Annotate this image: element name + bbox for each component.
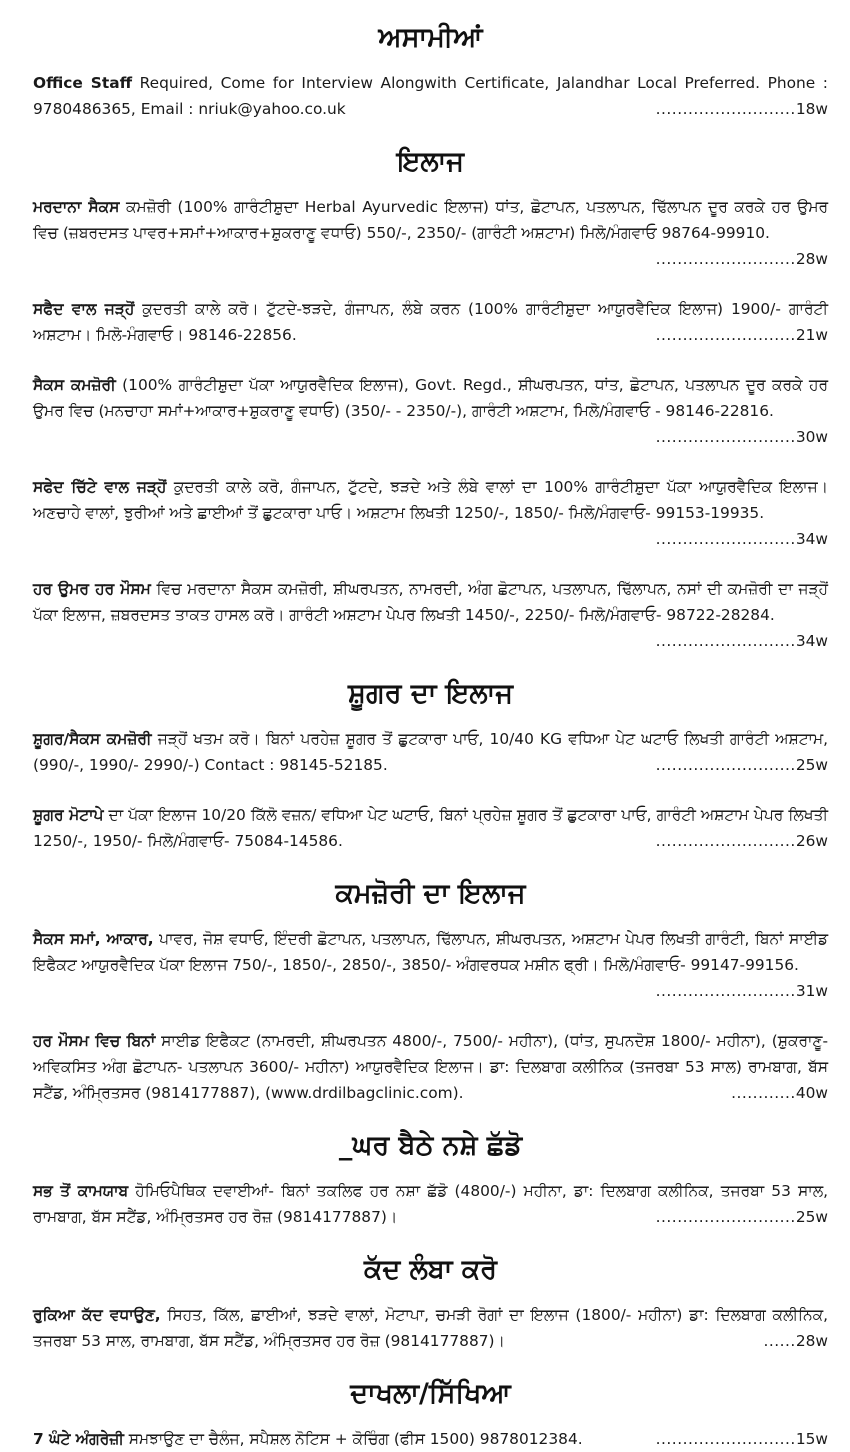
classified-section xyxy=(33,678,828,854)
ad-leader-dots: .......................... xyxy=(655,1430,796,1448)
classified-ad xyxy=(33,1426,828,1452)
classified-ad xyxy=(33,802,828,854)
ad-lead-text: ਮਰਦਾਨਾ ਸੈਕਸ xyxy=(33,198,120,216)
classified-section xyxy=(33,1130,828,1230)
ad-code xyxy=(656,526,828,552)
ad-lead-text: ਹਰ ਮੌਸਮ ਵਿਚ ਬਿਨਾਂ xyxy=(33,1032,156,1050)
ad-code xyxy=(656,1204,828,1230)
ad-body-text: ਦਾ ਪੱਕਾ ਇਲਾਜ 10/20 ਕਿੱਲੋ ਵਜ਼ਨ/ ਵਧਿਆ ਪੇਟ ਘਟਾਓ, ਬਿਨਾਂ ਪ੍ਰਹੇਜ਼ ਸ਼ੂਗਰ ਤੋਂ ਛੁਟਕਾਰਾ ਪਾਓ, ਗਾਰੰਟੀ ਅਸ਼ਟਾਮ ਪੇਪਰ ਲਿਖਤੀ 1250/-, 1950/- ਮਿਲੋ/ਮੰਗਵਾਓ- 75084-14586. xyxy=(33,806,829,850)
ad-leader-dots: .......................... xyxy=(655,756,796,774)
classified-ad xyxy=(33,70,828,122)
ad-body-text: ਵਿਚ ਮਰਦਾਨਾ ਸੈਕਸ ਕਮਜ਼ੋਰੀ, ਸ਼ੀਘਰਪਤਨ, ਨਾਮਰਦੀ, ਅੰਗ ਛੋਟਾਪਨ, ਪਤਲਾਪਨ, ਢਿੱਲਾਪਨ, ਨਸਾਂ ਦੀ ਕਮਜ਼ੋਰੀ ਦਾ ਜੜ੍ਹੋਂ ਪੱਕਾ ਇਲਾਜ, ਜ਼ਬਰਦਸਤ ਤਾਕਤ ਹਾਸਲ ਕਰੋ। ਗਾਰੰਟੀ ਅਸ਼ਟਾਮ ਪੇਪਰ ਲਿਖਤੀ 1450/-, 2250/- ਮਿਲੋ/ਮੰਗਵਾਓ- 98722-28284. xyxy=(33,580,828,624)
ad-leader-dots: .......................... xyxy=(655,832,796,850)
section-heading: ਸ਼ੂਗਰ ਦਾ ਇਲਾਜ xyxy=(348,678,513,709)
ad-leader-dots: ...... xyxy=(763,1332,796,1350)
ad-body-text: ਕਮਜ਼ੋਰੀ (100% ਗਾਰੰਟੀਸ਼ੁਦਾ Herbal Ayurvedic ਇਲਾਜ) ਧਾਂਤ, ਛੋਟਾਪਨ, ਪਤਲਾਪਨ, ਢਿੱਲਾਪਨ ਦੂਰ ਕਰਕੇ ਹਰ ਉਮਰ ਵਿਚ (ਜ਼ਬਰਦਸਤ ਪਾਵਰ+ਸਮਾਂ+ਆਕਾਰ+ਸ਼ੁਕਰਾਣੂ ਵਧਾਓ) 550/-, 2350/- (ਗਾਰੰਟੀ ਅਸ਼ਟਾਮ) ਮਿਲੋ/ਮੰਗਵਾਓ 98764-99910. xyxy=(33,198,828,242)
ad-code xyxy=(656,752,828,778)
ad-code xyxy=(731,1080,828,1106)
classified-ad xyxy=(33,474,828,552)
ad-body-text: ਕੁਦਰਤੀ ਕਾਲੇ ਕਰੋ। ਟੁੱਟਦੇ-ਝੜਦੇ, ਗੰਜਾਪਨ, ਲੰਬੇ ਕਰਨ (100% ਗਾਰੰਟੀਸ਼ੁਦਾ ਆਯੁਰਵੈਦਿਕ ਇਲਾਜ) 1900/- ਗਾਰੰਟੀ ਅਸ਼ਟਾਮ। ਮਿਲੋ-ਮੰਗਵਾਓ। 98146-22856. xyxy=(33,300,828,344)
classified-ad xyxy=(33,576,828,654)
ad-code-number: 21w xyxy=(795,326,828,344)
classified-section xyxy=(33,22,828,122)
ad-body-text: ਸਾਈਡ ਇਫੈਕਟ (ਨਾਮਰਦੀ, ਸ਼ੀਘਰਪਤਨ 4800/-, 7500/- ਮਹੀਨਾ), (ਧਾਂਤ, ਸੁਪਨਦੋਸ਼ 1800/- ਮਹੀਨਾ), (ਸ਼ੁਕਰਾਣੂ-ਅਵਿਕਸਿਤ ਅੰਗ ਛੋਟਾਪਨ- ਪਤਲਾਪਨ 3600/- ਮਹੀਨਾ) ਆਯੁਰਵੈਦਿਕ ਇਲਾਜ। ਡਾ: ਦਿਲਬਾਗ ਕਲੀਨਿਕ (ਤਜਰਬਾ 53 ਸਾਲ) ਰਾਮਬਾਗ, ਬੱਸ ਸਟੈਂਡ, ਅੰਮ੍ਰਿਤਸਰ (9814177887), (www.drdilbagclinic.com). xyxy=(33,1032,828,1102)
ad-code xyxy=(656,246,828,272)
classified-ad xyxy=(33,1178,828,1230)
ad-leader-dots: .......................... xyxy=(655,530,796,548)
ad-code-number: 25w xyxy=(795,1208,828,1226)
ad-lead-text: ਸਭ ਤੋਂ ਕਾਮਯਾਬ xyxy=(33,1182,129,1200)
ad-code xyxy=(656,978,828,1004)
ad-body-text: ਸਿਹਤ, ਕਿੱਲ, ਛਾਈਆਂ, ਝੜਦੇ ਵਾਲਾਂ, ਮੋਟਾਪਾ, ਚਮੜੀ ਰੋਗਾਂ ਦਾ ਇਲਾਜ (1800/- ਮਹੀਨਾ) ਡਾ: ਦਿਲਬਾਗ ਕਲੀਨਿਕ, ਤਜਰਬਾ 53 ਸਾਲ, ਰਾਮਬਾਗ, ਬੱਸ ਸਟੈਂਡ, ਅੰਮ੍ਰਿਤਸਰ ਹਰ ਰੋਜ਼ (9814177887)। xyxy=(33,1306,828,1350)
ad-lead-text: 7 ਘੰਟੇ ਅੰਗਰੇਜ਼ੀ xyxy=(33,1430,124,1448)
ad-lead-text: ਸੈਕਸ ਸਮਾਂ, ਆਕਾਰ, xyxy=(33,930,154,948)
ad-body-text: (100% ਗਾਰੰਟੀਸ਼ੁਦਾ ਪੱਕਾ ਆਯੁਰਵੈਦਿਕ ਇਲਾਜ), Govt. Regd., ਸ਼ੀਘਰਪਤਨ, ਧਾਂਤ, ਛੋਟਾਪਨ, ਪਤਲਾਪਨ ਦੂਰ ਕਰਕੇ ਹਰ ਉਮਰ ਵਿਚ (ਮਨਚਾਹਾ ਸਮਾਂ+ਆਕਾਰ+ਸ਼ੁਕਰਾਣੂ ਵਧਾਓ) (350/- - 2350/-), ਗਾਰੰਟੀ ਅਸ਼ਟਾਮ, ਮਿਲੋ/ਮੰਗਵਾਓ - 98146-22816. xyxy=(33,376,828,420)
ad-code xyxy=(656,1426,828,1452)
ad-leader-dots: .......................... xyxy=(655,250,796,268)
section-heading: ਕੱਦ ਲੰਬਾ ਕਰੋ xyxy=(363,1254,498,1285)
ad-code-number: 34w xyxy=(795,632,828,650)
ad-code-number: 31w xyxy=(795,982,828,1000)
ad-code xyxy=(656,828,828,854)
ad-lead-text: ਸਫੈਦ ਵਾਲ ਜੜ੍ਹੋਂ xyxy=(33,300,135,318)
ad-leader-dots: .......................... xyxy=(655,632,796,650)
ad-body-text: ਪਾਵਰ, ਜੋਸ਼ ਵਧਾਓ, ਇੰਦਰੀ ਛੋਟਾਪਨ, ਪਤਲਾਪਨ, ਢਿੱਲਾਪਨ, ਸ਼ੀਘਰਪਤਨ, ਅਸ਼ਟਾਮ ਪੇਪਰ ਲਿਖਤੀ ਗਾਰੰਟੀ, ਬਿਨਾਂ ਸਾਈਡ ਇਫੈਕਟ ਆਯੁਰਵੈਦਿਕ ਪੱਕਾ ਇਲਾਜ 750/-, 1850/-, 2850/-, 3850/- ਅੰਗਵਰਧਕ ਮਸ਼ੀਨ ਫ੍ਰੀ। ਮਿਲੋ/ਮੰਗਵਾਓ- 99147-99156. xyxy=(33,930,828,974)
ad-code-number: 40w xyxy=(795,1084,828,1102)
section-heading: _ਘਰ ਬੈਠੇ ਨਸ਼ੇ ਛੱਡੋ xyxy=(338,1130,523,1161)
section-heading: ਕਮਜ਼ੋਰੀ ਦਾ ਇਲਾਜ xyxy=(335,878,526,909)
ad-lead-text: ਰੁਕਿਆ ਕੱਦ ਵਧਾਉਣ, xyxy=(33,1306,161,1324)
ad-code xyxy=(656,424,828,450)
ad-code-number: 30w xyxy=(795,428,828,446)
ad-leader-dots: ............ xyxy=(731,1084,796,1102)
ad-code-number: 18w xyxy=(795,100,828,118)
ad-code-number: 28w xyxy=(795,250,828,268)
section-heading: ਅਸਾਮੀਆਂ xyxy=(378,22,483,53)
section-heading: ਦਾਖਲਾ/ਸਿੱਖਿਆ xyxy=(350,1378,511,1409)
ad-code-number: 25w xyxy=(795,756,828,774)
ad-body-text: ਕੁਦਰਤੀ ਕਾਲੇ ਕਰੋ, ਗੰਜਾਪਨ, ਟੁੱਟਦੇ, ਝੜਦੇ ਅਤੇ ਲੰਬੇ ਵਾਲਾਂ ਦਾ 100% ਗਾਰੰਟੀਸ਼ੁਦਾ ਪੱਕਾ ਆਯੁਰਵੈਦਿਕ ਇਲਾਜ। ਅਣਚਾਹੇ ਵਾਲਾਂ, ਝੁਰੀਆਂ ਅਤੇ ਛਾਈਆਂ ਤੋਂ ਛੁਟਕਾਰਾ ਪਾਓ। ਅਸ਼ਟਾਮ ਲਿਖਤੀ 1250/-, 1850/- ਮਿਲੋ/ਮੰਗਵਾਓ- 99153-19935. xyxy=(33,478,829,522)
ad-body-text: Required, Come for Interview Alongwith Certificate, Jalandhar Local Preferred. Phone : 9780486365, Email : nriuk@yahoo.co.uk xyxy=(33,74,828,118)
ad-lead-text: ਸ਼ੂਗਰ/ਸੈਕਸ ਕਮਜ਼ੋਰੀ xyxy=(33,730,152,748)
ad-lead-text: ਹਰ ਉਮਰ ਹਰ ਮੌਸਮ xyxy=(33,580,151,598)
ad-lead-text: ਸਫੇਦ ਚਿੱਟੇ ਵਾਲ ਜੜ੍ਹੋਂ xyxy=(33,478,167,496)
classified-section xyxy=(33,1378,828,1452)
ad-code xyxy=(656,628,828,654)
ad-body-text: ਜੜ੍ਹੋਂ ਖਤਮ ਕਰੋ। ਬਿਨਾਂ ਪਰਹੇਜ਼ ਸ਼ੂਗਰ ਤੋਂ ਛੁਟਕਾਰਾ ਪਾਓ, 10/40 KG ਵਧਿਆ ਪੇਟ ਘਟਾਓ ਲਿਖਤੀ ਗਾਰੰਟੀ ਅਸ਼ਟਾਮ, (990/-, 1990/- 2990/-) Contact : 98145-52185. xyxy=(33,730,828,774)
ad-code-number: 28w xyxy=(795,1332,828,1350)
ad-lead-text: Office Staff xyxy=(33,74,133,92)
classified-ad xyxy=(33,726,828,778)
ad-code-number: 34w xyxy=(795,530,828,548)
classified-section xyxy=(33,146,828,654)
ad-leader-dots: .......................... xyxy=(655,1208,796,1226)
classified-ad xyxy=(33,372,828,450)
ad-lead-text: ਸ਼ੂਗਰ ਮੋਟਾਪੇ xyxy=(33,806,104,824)
ad-body-text: ਸਮਝਾਉਣ ਦਾ ਚੈਲੰਜ, ਸਪੈਸ਼ਲ ਨੋਟਿਸ + ਕੋਚਿੰਗ (ਫੀਸ 1500) 9878012384. xyxy=(123,1430,583,1448)
ad-lead-text: ਸੈਕਸ ਕਮਜ਼ੋਰੀ xyxy=(33,376,116,394)
classified-ad xyxy=(33,296,828,348)
classified-ad xyxy=(33,1302,828,1354)
ad-code xyxy=(656,322,828,348)
ad-leader-dots: .......................... xyxy=(655,428,796,446)
classified-section xyxy=(33,878,828,1106)
classified-section xyxy=(33,1254,828,1354)
ad-code xyxy=(763,1328,828,1354)
ad-leader-dots: .......................... xyxy=(655,326,796,344)
ad-code-number: 26w xyxy=(795,832,828,850)
ad-code xyxy=(656,96,828,122)
classified-ad xyxy=(33,194,828,272)
ad-body-text: ਹੋਮਿਓਪੈਥਿਕ ਦਵਾਈਆਂ- ਬਿਨਾਂ ਤਕਲਿਫ ਹਰ ਨਸ਼ਾ ਛੱਡੋ (4800/-) ਮਹੀਨਾ, ਡਾ: ਦਿਲਬਾਗ ਕਲੀਨਿਕ, ਤਜਰਬਾ 53 ਸਾਲ, ਰਾਮਬਾਗ, ਬੱਸ ਸਟੈਂਡ, ਅੰਮ੍ਰਿਤਸਰ ਹਰ ਰੋਜ਼ (9814177887)। xyxy=(33,1182,828,1226)
section-heading: ਇਲਾਜ xyxy=(396,146,465,177)
ad-leader-dots: .......................... xyxy=(655,982,796,1000)
ad-code-number: 15w xyxy=(795,1430,828,1448)
ad-leader-dots: .......................... xyxy=(655,100,796,118)
classified-ad xyxy=(33,926,828,1004)
classified-ad xyxy=(33,1028,828,1106)
